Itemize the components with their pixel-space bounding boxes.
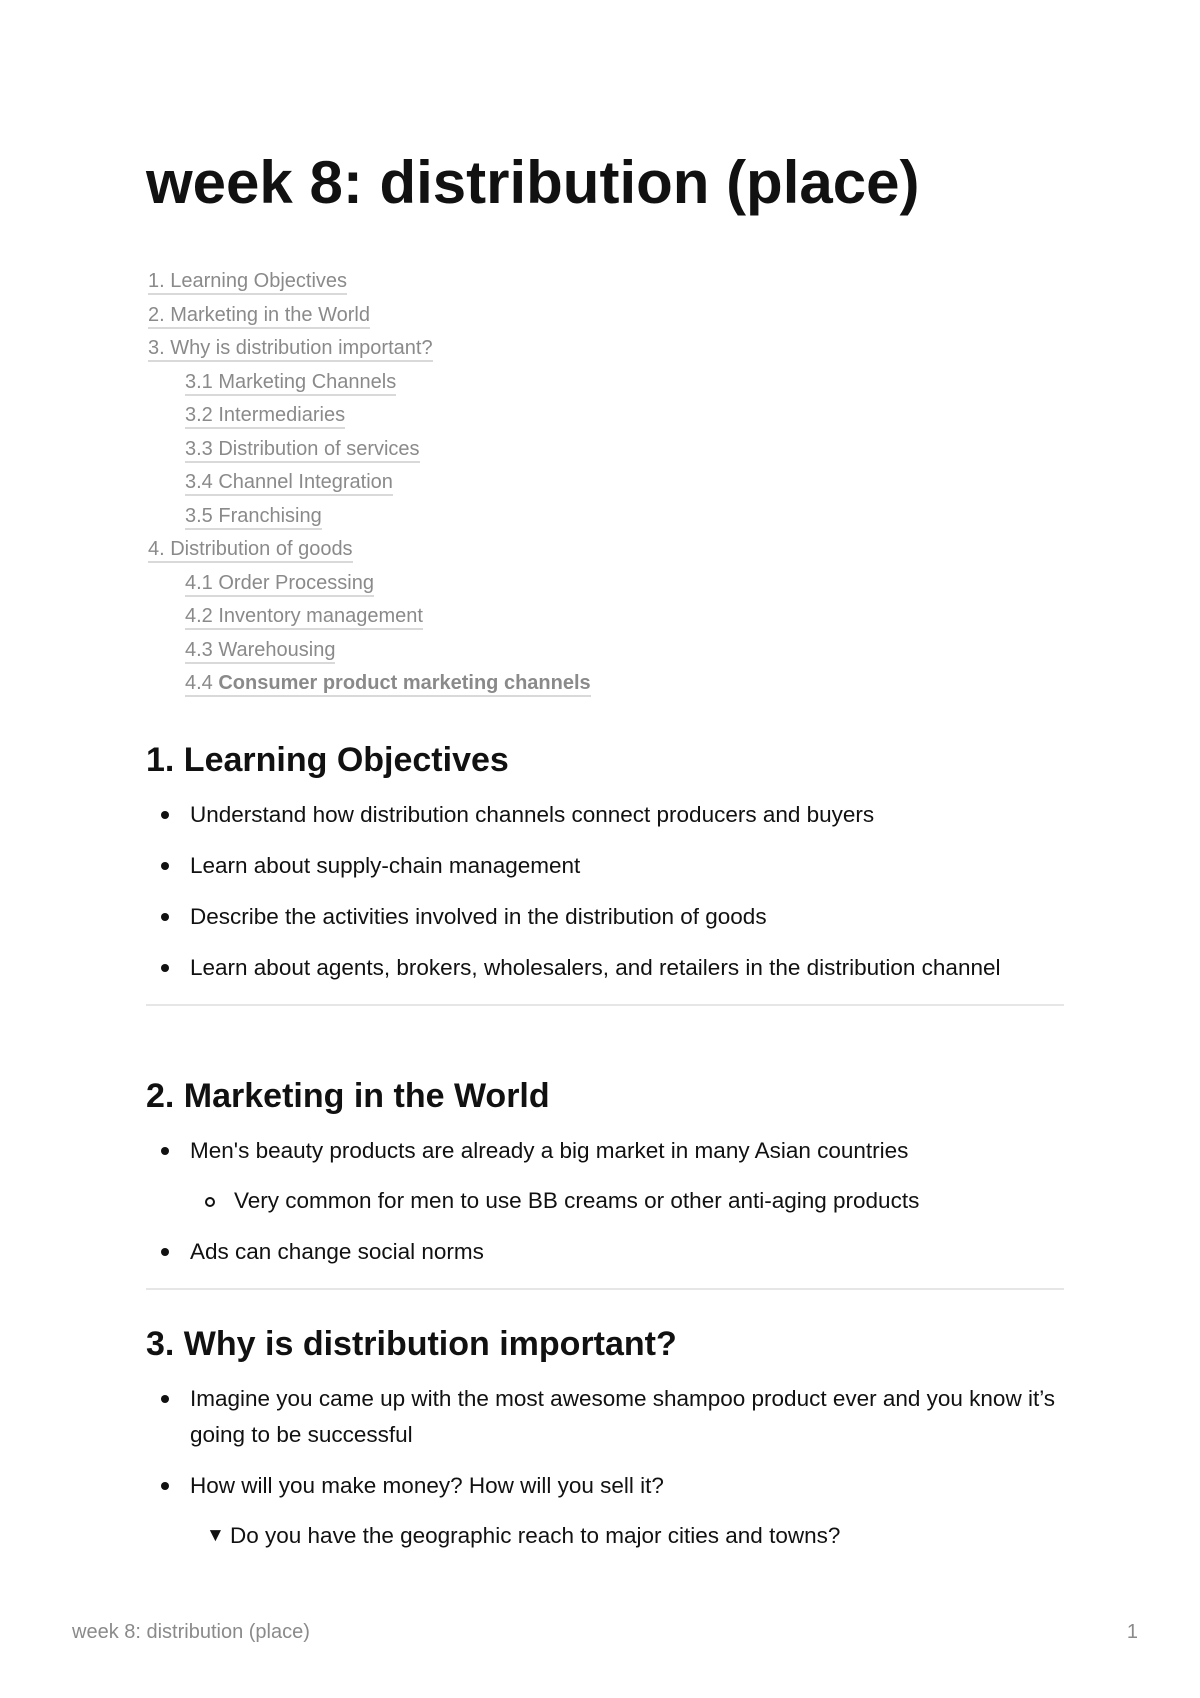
list-item [146,1468,1064,1504]
toc-link-bold-text: Consumer product marketing channels [218,672,591,694]
section-heading: 3. Why is distribution important? [146,1325,677,1363]
bullet-icon [161,1482,169,1490]
bullet-icon [161,811,169,819]
section-heading: 2. Marketing in the World [146,1077,550,1115]
list-item [146,899,1064,935]
divider [146,1004,1064,1006]
bullet-list [146,1133,1064,1270]
bullet-icon [161,1395,169,1403]
hollow-bullet-icon [205,1197,215,1207]
bullet-icon [161,1147,169,1155]
list-item-text: Ads can change social norms [190,1239,484,1264]
section-marketing-in-the-world [146,1074,1064,1290]
toc-item [148,534,591,568]
toc-item [148,434,591,468]
page-title: week 8: distribution (place) [146,149,920,216]
list-item [146,797,1064,833]
toc-item [148,635,591,669]
list-item [146,1234,1064,1270]
section-learning-objectives [146,738,1064,1006]
toc-item [148,501,591,535]
list-item [146,950,1064,986]
section-heading: 1. Learning Objectives [146,741,509,779]
bullet-icon [161,862,169,870]
list-item-text: Describe the activities involved in the distribution of goods [190,904,767,929]
toggle-label: Do you have the geographic reach to major cities and towns? [230,1523,841,1548]
page-number: 1 [1126,1621,1138,1643]
toc-item [148,266,591,300]
footer-title: week 8: distribution (place) [72,1621,310,1643]
bullet-list [146,1381,1064,1554]
bullet-icon [161,964,169,972]
toc-link-why-distribution[interactable]: 3. Why is distribution important? [148,337,433,362]
list-item-text: How will you make money? How will you sell it? [190,1473,664,1498]
toc-link-inventory-management[interactable]: 4.2 Inventory management [185,605,423,630]
bullet-icon [161,1248,169,1256]
toc-link-distribution-of-goods[interactable]: 4. Distribution of goods [148,538,353,563]
toc-link-warehousing[interactable]: 4.3 Warehousing [185,639,335,664]
list-item-nested [146,1183,1064,1219]
list-item-text: Learn about agents, brokers, wholesalers, and retailers in the distribution channel [190,955,1001,980]
toc-item [148,300,591,334]
bullet-list [146,797,1064,986]
toc-item [148,367,591,401]
toc-link-order-processing[interactable]: 4.1 Order Processing [185,572,374,597]
list-item-text: Understand how distribution channels connect producers and buyers [190,802,875,827]
toc-link-distribution-of-services[interactable]: 3.3 Distribution of services [185,438,420,463]
toc-link-marketing-in-the-world[interactable]: 2. Marketing in the World [148,304,370,329]
list-item [146,1381,1064,1453]
toc-link-channel-integration[interactable]: 3.4 Channel Integration [185,471,393,496]
toc-item [148,668,591,702]
list-item-text: Learn about supply-chain management [190,853,581,878]
list-item-text: Men's beauty products are already a big market in many Asian countries [190,1138,909,1163]
bullet-icon [161,913,169,921]
toc-link-prefix: 4.4 [185,672,219,694]
table-of-contents [148,266,591,702]
divider [146,1288,1064,1290]
toc-item [148,467,591,501]
toc-link-franchising[interactable]: 3.5 Franchising [185,505,322,530]
toggle-triangle-icon[interactable]: ▼ [206,1525,225,1546]
toc-link-marketing-channels[interactable]: 3.1 Marketing Channels [185,371,396,396]
toc-item [148,568,591,602]
toc-link-consumer-product-channels[interactable] [185,672,591,697]
list-item-text: Very common for men to use BB creams or other anti-aging products [234,1188,920,1213]
toggle-item[interactable] [146,1518,1064,1554]
list-item-text: Imagine you came up with the most awesome shampoo product ever and you know it’s going to be successful [190,1386,1056,1447]
toc-item [148,400,591,434]
section-why-distribution-important [146,1322,1064,1554]
toc-item [148,601,591,635]
toc-item [148,333,591,367]
toc-link-learning-objectives[interactable]: 1. Learning Objectives [148,270,347,295]
toc-link-intermediaries[interactable]: 3.2 Intermediaries [185,404,345,429]
list-item [146,1133,1064,1169]
list-item [146,848,1064,884]
